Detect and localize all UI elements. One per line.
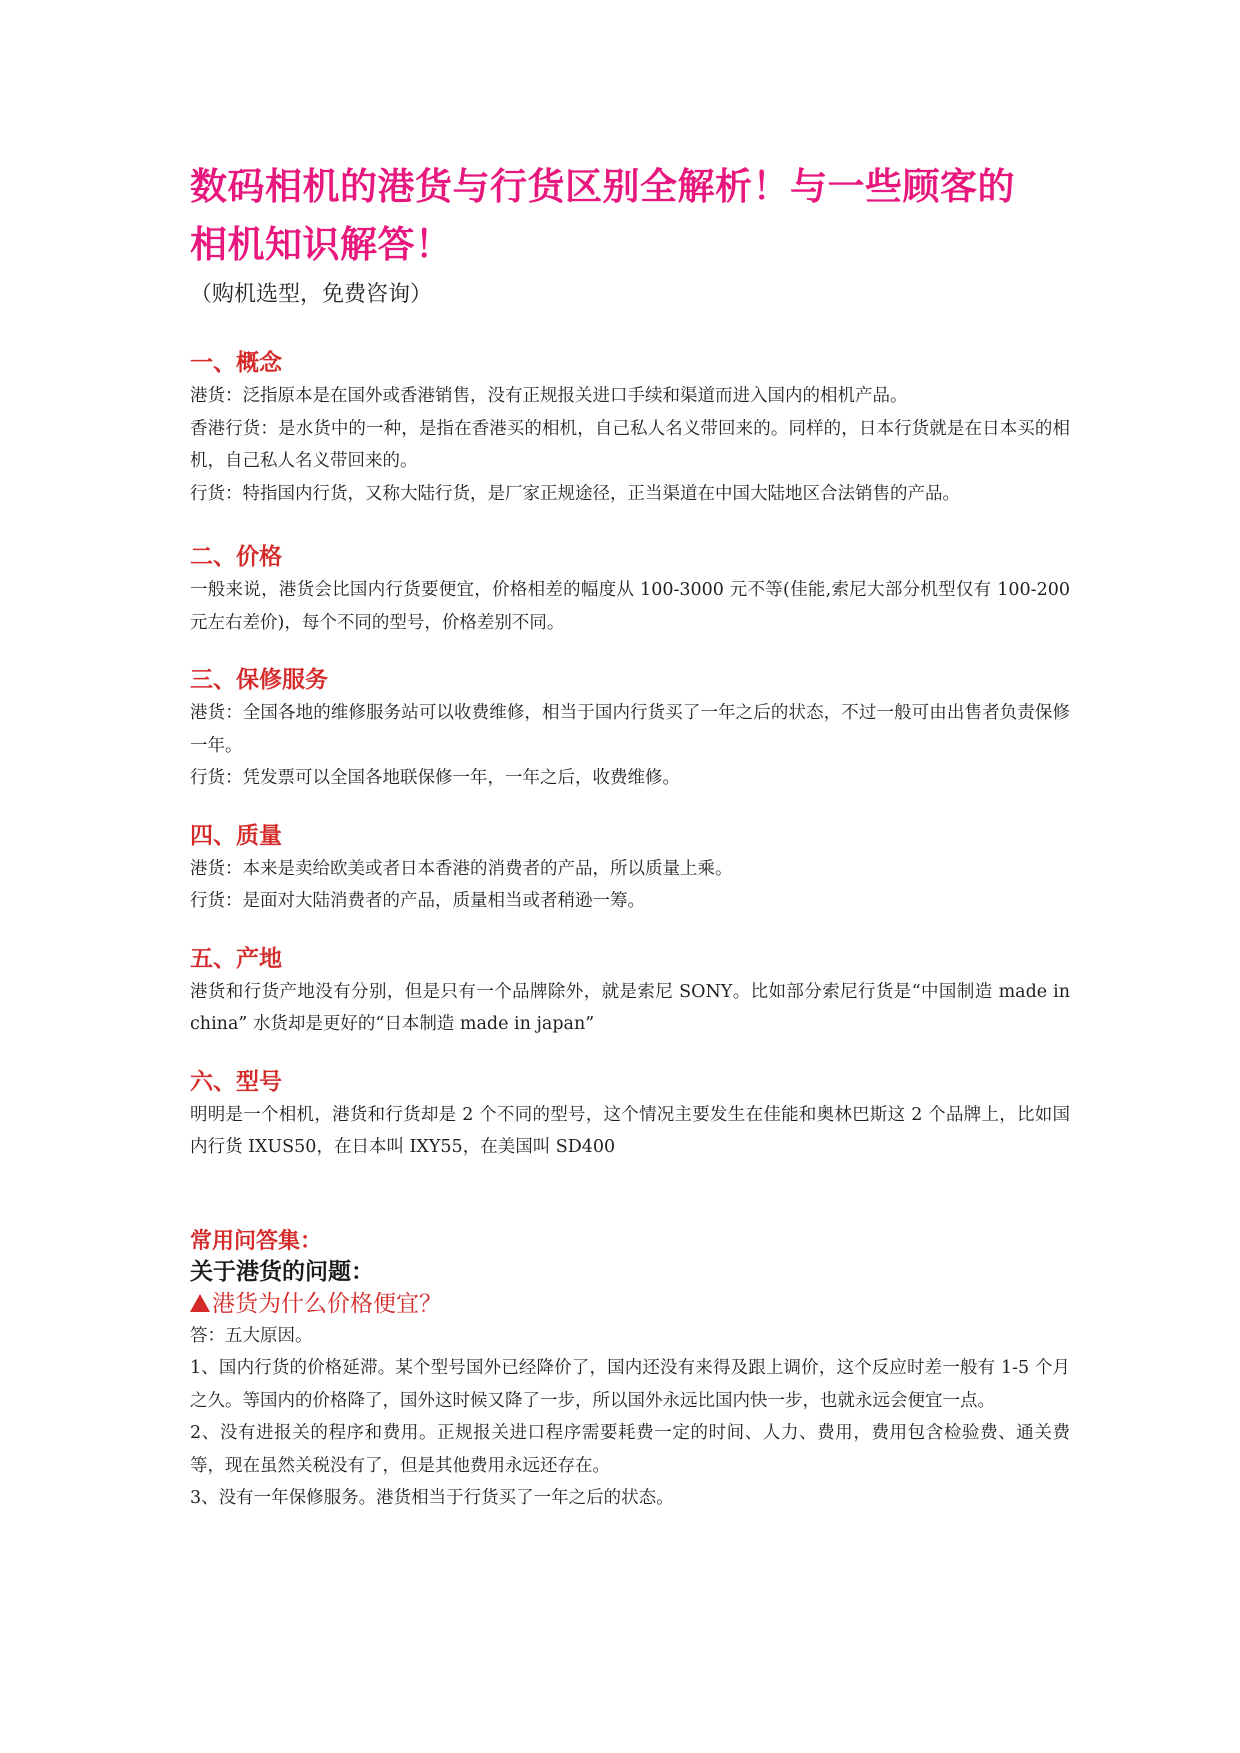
faq-answer-paragraph: 1、国内行货的价格延滞。某个型号国外已经降价了，国内还没有来得及跟上调价，这个反应时差一般有 1-5 个月之久。等国内的价格降了，国外这时候又降了一步，所以国外永远比国内快一步，也就永远会便宜一点。 [190, 1358, 1070, 1411]
section-paragraph: 港货：全国各地的维修服务站可以收费维修，相当于国内行货买了一年之后的状态，不过一般可由出售者负责保修一年。 [190, 703, 1070, 756]
faq-section [190, 1226, 1070, 1515]
section-paragraph: 一般来说，港货会比国内行货要便宜，价格相差的幅度从 100-3000 元不等(佳能,索尼大部分机型仅有 100-200 元左右差价)，每个不同的型号，价格差别不同。 [190, 580, 1070, 633]
section-warranty [190, 663, 1070, 795]
section-concept [190, 346, 1070, 510]
faq-question-text: 港货为什么价格便宜？ [212, 1290, 442, 1317]
section-paragraph: 行货：凭发票可以全国各地联保修一年，一年之后，收费维修。 [190, 768, 680, 788]
section-paragraph: 行货：特指国内行货，又称大陆行货，是厂家正规途径，正当渠道在中国大陆地区合法销售的产品。 [190, 483, 960, 504]
title-line-2: 相机知识解答！ [190, 223, 453, 266]
section-heading: 二、价格 [190, 543, 282, 570]
section-paragraph: 港货：本来是卖给欧美或者日本香港的消费者的产品，所以质量上乘。 [190, 858, 733, 879]
faq-subheading: 关于港货的问题： [190, 1257, 374, 1285]
faq-answer-paragraph: 3、没有一年保修服务。港货相当于行货买了一年之后的状态。 [190, 1488, 674, 1508]
faq-heading: 常用问答集： [190, 1227, 323, 1254]
section-origin [190, 942, 1070, 1041]
document-subtitle: （购机选型，免费咨询） [190, 282, 433, 307]
faq-answer-paragraph: 答：五大原因。 [190, 1325, 313, 1346]
section-paragraph: 港货和行货产地没有分别，但是只有一个品牌除外，就是索尼 SONY。比如部分索尼行货是“中国制造 made in china” 水货却是更好的“日本制造 made in japan” [190, 981, 1070, 1034]
section-heading: 一、概念 [190, 349, 282, 376]
triangle-icon [190, 1294, 210, 1312]
section-paragraph: 行货：是面对大陆消费者的产品，质量相当或者稍逊一筹。 [190, 891, 645, 911]
section-quality [190, 819, 1070, 918]
section-paragraph: 香港行货：是水货中的一种，是指在香港买的相机，自己私人名义带回来的。同样的，日本行货就是在日本买的相机，自己私人名义带回来的。 [190, 418, 1070, 471]
section-heading: 三、保修服务 [190, 666, 328, 693]
section-heading: 五、产地 [190, 944, 282, 972]
section-model [190, 1065, 1070, 1164]
section-price [190, 540, 1070, 639]
section-heading: 六、型号 [190, 1067, 282, 1095]
section-paragraph: 港货：泛指原本是在国外或香港销售，没有正规报关进口手续和渠道而进入国内的相机产品。 [190, 386, 908, 406]
document-title [190, 158, 1070, 274]
document-page [190, 158, 1070, 1515]
faq-question [190, 1288, 1070, 1320]
title-line-1: 数码相机的港货与行货区别全解析！与一些顾客的 [190, 165, 1015, 208]
section-paragraph: 明明是一个相机，港货和行货却是 2 个不同的型号，这个情况主要发生在佳能和奥林巴斯这 2 个品牌上，比如国内行货 IXUS50，在日本叫 IXY55，在美国叫 SD400 [190, 1104, 1070, 1157]
section-heading: 四、质量 [190, 821, 282, 849]
faq-answer-paragraph: 2、没有进报关的程序和费用。正规报关进口程序需要耗费一定的时间、人力、费用，费用包含检验费、通关费等，现在虽然关税没有了，但是其他费用永远还存在。 [190, 1423, 1070, 1476]
